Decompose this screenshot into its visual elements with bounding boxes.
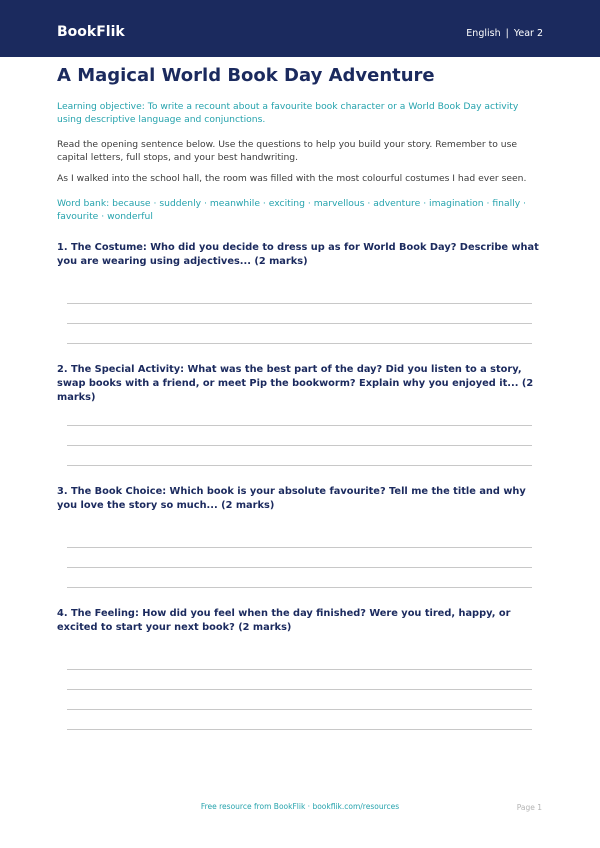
opening-sentence: As I walked into the school hall, the room was filled with the most colourful costumes I had ever seen. <box>57 173 527 184</box>
answer-line-q3-2[interactable] <box>67 567 532 568</box>
page-title: A Magical World Book Day Adventure <box>57 65 435 86</box>
answer-line-q2-1[interactable] <box>67 425 532 426</box>
header-bar <box>0 0 600 57</box>
footer-source-link[interactable]: Free resource from BookFlik · bookflik.com/resources <box>200 802 400 811</box>
answer-line-q2-3[interactable] <box>67 465 532 466</box>
question-3: 3. The Book Choice: Which book is your absolute favourite? Tell me the title and why you love the story so much... (2 marks) <box>57 486 526 511</box>
page-number: Page 1 <box>516 803 542 812</box>
learning-objective: Learning objective: To write a recount about a favourite book character or a World Book Day activity using descriptive language and conjunctions. <box>57 101 519 125</box>
answer-line-q4-3[interactable] <box>67 709 532 710</box>
answer-line-q4-1[interactable] <box>67 669 532 670</box>
subject-label: English <box>466 28 501 39</box>
answer-line-q1-2[interactable] <box>67 323 532 324</box>
answer-line-q4-2[interactable] <box>67 689 532 690</box>
answer-line-q1-1[interactable] <box>67 303 532 304</box>
instructions-text: Read the opening sentence below. Use the questions to help you build your story. Remember to use capital letters, full stops, and your best handwriting. <box>57 139 518 163</box>
answer-line-q4-4[interactable] <box>67 729 532 730</box>
subject-year-label <box>466 28 543 39</box>
brand-logo[interactable]: BookFlik <box>57 24 125 40</box>
question-4: 4. The Feeling: How did you feel when the day finished? Were you tired, happy, or excited to start your next book? (2 marks) <box>57 608 511 633</box>
answer-line-q2-2[interactable] <box>67 445 532 446</box>
question-2: 2. The Special Activity: What was the best part of the day? Did you listen to a story, swap books with a friend, or meet Pip the bookworm? Explain why you enjoyed it... (2 marks) <box>57 364 534 403</box>
answer-line-q3-1[interactable] <box>67 547 532 548</box>
word-bank: Word bank: because · suddenly · meanwhile · exciting · marvellous · adventure · imagination · finally · favourite · wonderful <box>57 198 526 222</box>
question-1: 1. The Costume: Who did you decide to dress up as for World Book Day? Describe what you are wearing using adjectives... (2 marks) <box>57 242 539 267</box>
separator: | <box>505 28 509 39</box>
year-label: Year 2 <box>513 28 543 39</box>
answer-line-q1-3[interactable] <box>67 343 532 344</box>
answer-line-q3-3[interactable] <box>67 587 532 588</box>
